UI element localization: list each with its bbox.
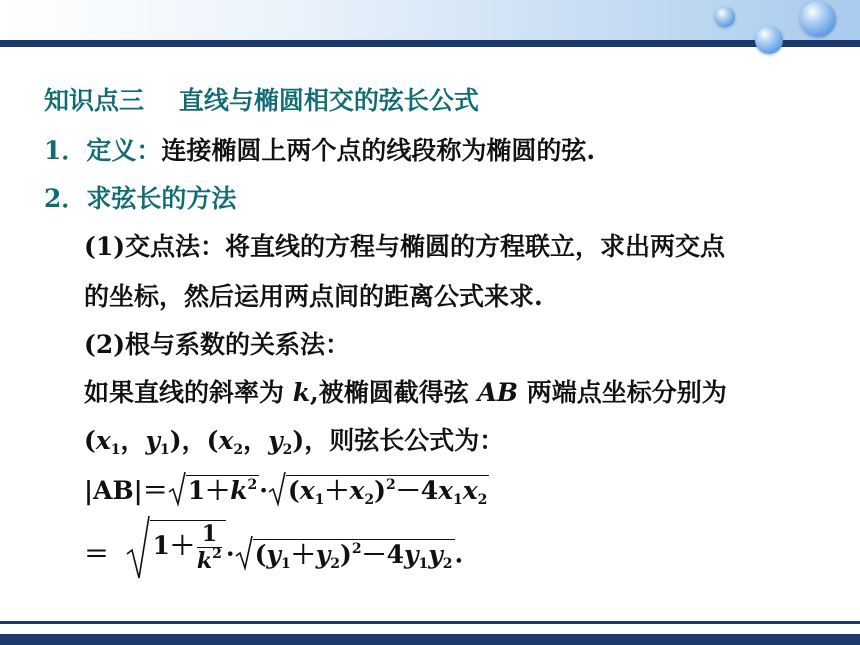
sqrt-slope-term: $1+k^2$ [168, 476, 259, 506]
decorative-bubble-large [800, 1, 836, 37]
chord-formula-y: ＝ 1＋ $\frac{1}{k^2}$ · $(y_1+y_2)^2-4y_1y_2$. [84, 538, 463, 574]
item2-term: 求弦长的方法 [86, 184, 237, 213]
section-heading [44, 86, 479, 116]
slope-variable: k [292, 378, 311, 407]
definition-item [44, 136, 595, 166]
item1-number: 1． [44, 136, 87, 165]
endpoint-coordinates: ($x_1$，$y_1$)，($x_2$，$y_2$)，则弦长公式为： [84, 426, 505, 458]
footer-rule-thin [0, 621, 860, 624]
item1-text: 连接椭圆上两个点的线段称为椭圆的弦. [161, 136, 596, 165]
sqrt-x-term: $(x_1+x_2)^2-4x_1x_2$ [268, 476, 489, 506]
header-rule [0, 40, 860, 47]
chord-formula-x: |AB|＝ $1+k^2\cdot$ $(x_1+x_2)^2-4x_1x_2$ [84, 476, 489, 506]
method-item [44, 184, 236, 214]
decorative-bubble-small [715, 7, 735, 27]
method2-title: (2)根与系数的关系法： [84, 330, 351, 359]
formula1-lhs: |AB|＝ [84, 476, 168, 505]
heading-label: 知识点三 [44, 86, 145, 115]
method2-text: 如果直线的斜率为 k,被椭圆截得弦 AB 两端点坐标分别为 [84, 378, 727, 407]
sqrt-reciprocal-term: 1＋ $\frac{1}{k^2}$ [126, 538, 225, 574]
formula2-lhs: ＝ [84, 539, 110, 569]
decorative-bubble-medium [755, 26, 783, 54]
method1-line1: (1)交点法：将直线的方程与椭圆的方程联立，求出两交点 [84, 232, 726, 261]
method1-line2: 的坐标，然后运用两点间的距离公式来求. [84, 282, 543, 311]
footer-rule [0, 634, 860, 645]
heading-title: 直线与椭圆相交的弦长公式 [178, 86, 479, 115]
item1-term: 定义： [86, 136, 162, 165]
chord-variable: AB [477, 378, 518, 407]
item2-number: 2． [44, 184, 87, 213]
sqrt-y-term: $(y_1+y_2)^2-4y_1y_2$ [235, 540, 455, 570]
